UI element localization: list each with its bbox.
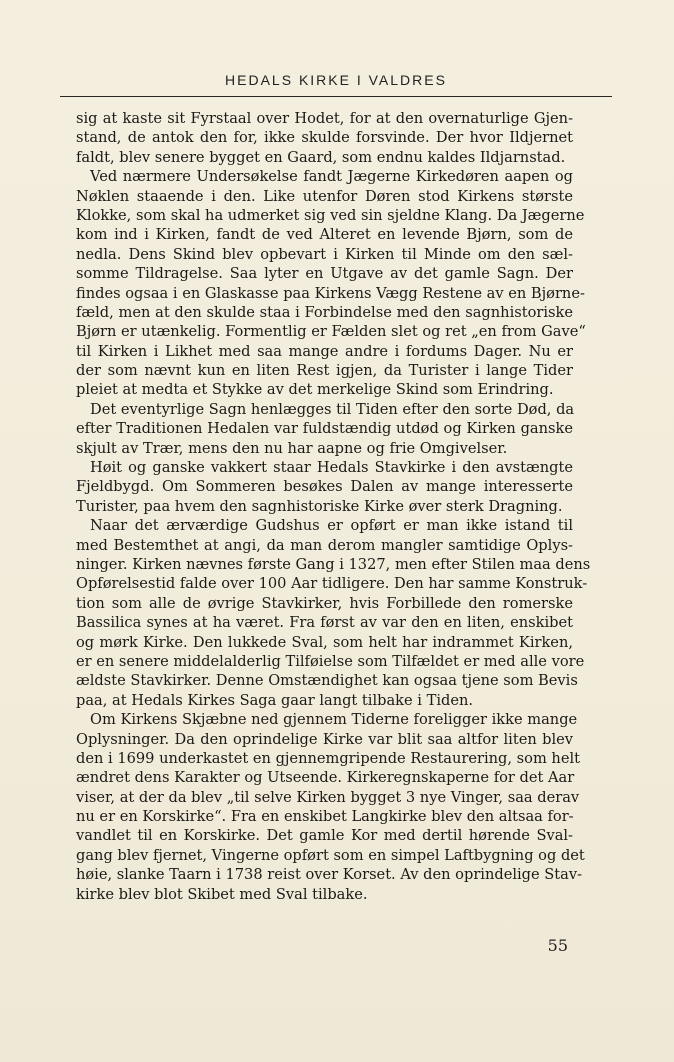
text-line: fæld, men at den skulde staa i Forbindelse med den sagnhistoriske <box>76 303 573 321</box>
text-line: Det eventyrlige Sagn henlægges til Tiden efter den sorte Død, da <box>90 400 575 418</box>
text-line: Opførelsestid falde over 100 Aar tidligere. Den har samme Konstruk- <box>76 575 588 593</box>
text-line: ændret dens Karakter og Utseende. Kirkeregnskaperne for det Aar <box>76 769 575 787</box>
text-line: faldt, blev senere bygget en Gaard, som endnu kaldes Ildjarnstad. <box>76 148 566 166</box>
text-line: den i 1699 underkastet en gjennemgripende Restaurering, som helt <box>76 749 580 767</box>
text-line: findes ogsaa i en Glaskasse paa Kirkens Vægg Restene av en Bjørne- <box>76 284 585 302</box>
running-header: HEDALS KIRKE I VALDRES <box>225 72 447 88</box>
text-line: vandlet til en Korskirke. Det gamle Kor med dertil hørende Sval- <box>76 827 573 845</box>
text-line: tion som alle de øvrige Stavkirker, hvis Forbillede den romerske <box>76 594 573 612</box>
text-line: Nøklen staaende i den. Like utenfor Døren stod Kirkens største <box>76 187 573 205</box>
text-line: der som nævnt kun en liten Rest igjen, da Turister i lange Tider <box>76 362 573 380</box>
text-line: gang blev fjernet, Vingerne opført som en simpel Laftbygning og det <box>76 846 585 864</box>
text-line: og mørk Kirke. Den lukkede Sval, som helt har indrammet Kirken, <box>76 633 573 651</box>
text-line: til Kirken i Likhet med saa mange andre i fordums Dager. Nu er <box>76 342 573 360</box>
text-line: pleiet at medta et Stykke av det merkelige Skind som Erindring. <box>76 381 554 399</box>
page-number: 55 <box>547 936 568 955</box>
header-rule <box>60 96 612 97</box>
page-body-text <box>76 109 591 904</box>
text-line: kom ind i Kirken, fandt de ved Alteret en levende Bjørn, som de <box>76 226 573 244</box>
text-line: Ved nærmere Undersøkelse fandt Jægerne Kirkedøren aapen og <box>90 168 573 186</box>
text-line: nedla. Dens Skind blev opbevart i Kirken til Minde om den sæl- <box>76 245 573 263</box>
text-line: høie, slanke Taarn i 1738 reist over Korset. Av den oprindelige Stav- <box>76 866 583 884</box>
text-line: paa, at Hedals Kirkes Saga gaar langt tilbake i Tiden. <box>76 691 474 709</box>
text-line: med Bestemthet at angi, da man derom mangler samtidige Oplys- <box>76 536 573 554</box>
text-line: Bjørn er utænkelig. Formentlig er Fælden slet og ret „en from Gave“ <box>76 323 586 341</box>
text-line: Fjeldbygd. Om Sommeren besøkes Dalen av mange interesserte <box>76 478 573 496</box>
text-line: somme Tildragelse. Saa lyter en Utgave av det gamle Sagn. Der <box>76 265 573 283</box>
text-line: viser, at der da blev „til selve Kirken bygget 3 nye Vinger, saa derav <box>76 788 580 806</box>
text-line: efter Traditionen Hedalen var fuldstændig utdød og Kirken ganske <box>76 420 573 438</box>
text-line: ninger. Kirken nævnes første Gang i 1327, men efter Stilen maa dens <box>76 555 591 573</box>
text-line: Klokke, som skal ha udmerket sig ved sin sjeldne Klang. Da Jægerne <box>76 206 585 224</box>
text-line: kirke blev blot Skibet med Sval tilbake. <box>76 885 368 903</box>
text-line: skjult av Trær, mens den nu har aapne og frie Omgivelser. <box>76 439 508 457</box>
text-line: Turister, paa hvem den sagnhistoriske Kirke øver sterk Dragning. <box>76 497 563 515</box>
text-line: Høit og ganske vakkert staar Hedals Stavkirke i den avstængte <box>90 459 573 477</box>
text-line: stand, de antok den for, ikke skulde forsvinde. Der hvor Ildjernet <box>76 129 573 147</box>
text-line: Oplysninger. Da den oprindelige Kirke var blit saa altfor liten blev <box>76 730 573 748</box>
text-line: Om Kirkens Skjæbne ned gjennem Tiderne foreligger ikke mange <box>90 711 578 729</box>
text-line: ældste Stavkirker. Denne Omstændighet kan ogsaa tjene som Bevis <box>76 672 578 690</box>
text-line: Naar det ærværdige Gudshus er opført er man ikke istand til <box>90 517 573 535</box>
text-line: sig at kaste sit Fyrstaal over Hodet, for at den overnaturlige Gjen- <box>76 110 573 127</box>
text-line: er en senere middelalderlig Tilføielse som Tilfældet er med alle vore <box>76 652 585 670</box>
text-line: Bassilica synes at ha været. Fra først av var den en liten, enskibet <box>76 614 573 632</box>
text-line: nu er en Korskirke“. Fra en enskibet Langkirke blev den altsaa for- <box>76 808 574 826</box>
